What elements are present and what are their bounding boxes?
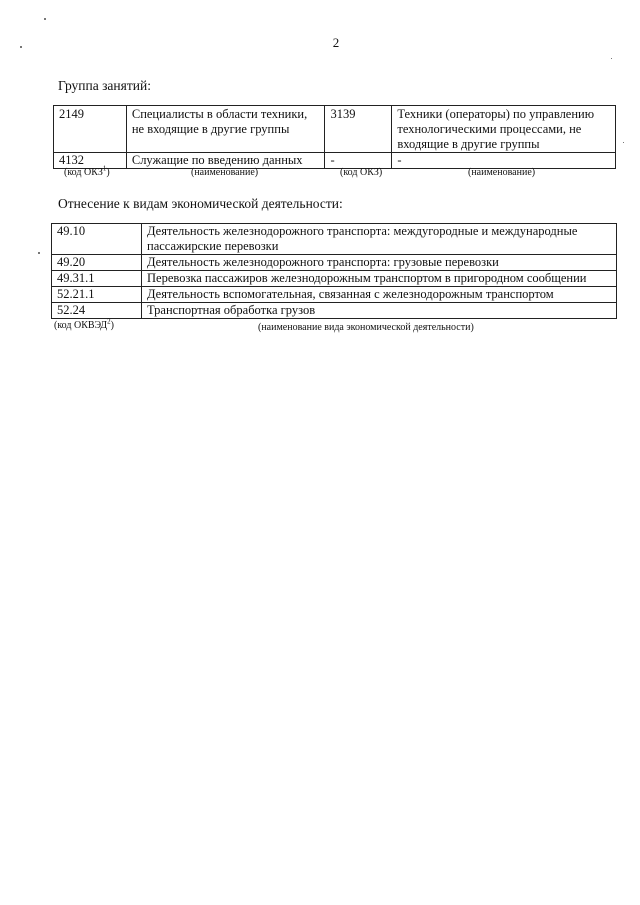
occupation-name-cell: Техники (операторы) по управлению технологическими процессами, не входящие в другие группы bbox=[392, 106, 616, 153]
okved-code-cell: 52.24 bbox=[52, 303, 142, 319]
occupation-name-cell: Специалисты в области техники, не входящие в другие группы bbox=[126, 106, 325, 153]
activity-name-cell: Деятельность железнодорожного транспорта: грузовые перевозки bbox=[142, 255, 617, 271]
scan-speck bbox=[38, 252, 40, 254]
table-row bbox=[54, 106, 616, 153]
okz-code-cell: 4132 bbox=[54, 153, 127, 169]
occupation-group-table bbox=[53, 105, 616, 169]
activity-name-caption: (наименование вида экономической деятельности) bbox=[258, 322, 474, 333]
okved-code-cell: 49.20 bbox=[52, 255, 142, 271]
table-row bbox=[52, 303, 617, 319]
name-caption: (наименование) bbox=[468, 167, 536, 178]
activity-name-cell: Транспортная обработка грузов bbox=[142, 303, 617, 319]
okz-code-caption: (код ОКЗ) bbox=[340, 167, 383, 178]
scan-speck bbox=[44, 18, 46, 20]
scan-speck bbox=[20, 46, 22, 48]
table-row bbox=[52, 271, 617, 287]
page-number: 2 bbox=[332, 35, 340, 50]
okz-code-cell: - bbox=[325, 153, 392, 169]
okved-code-cell: 52.21.1 bbox=[52, 287, 142, 303]
activity-name-cell: Деятельность железнодорожного транспорта: междугородные и международные пассажирские перевозки bbox=[142, 224, 617, 255]
okz-code-cell: 2149 bbox=[54, 106, 127, 153]
occupation-name-cell: - bbox=[392, 153, 616, 169]
economic-activity-table bbox=[51, 223, 617, 319]
okz-code-cell: 3139 bbox=[325, 106, 392, 153]
table-row bbox=[52, 287, 617, 303]
economic-activity-heading: Отнесение к видам экономической деятельности: bbox=[58, 196, 343, 211]
activity-name-cell: Деятельность вспомогательная, связанная с железнодорожным транспортом bbox=[142, 287, 617, 303]
activity-name-cell: Перевозка пассажиров железнодорожным транспортом в пригородном сообщении bbox=[142, 271, 617, 287]
scan-speck bbox=[611, 58, 612, 59]
name-caption: (наименование) bbox=[191, 167, 259, 178]
okz-code-caption: (код ОКЗ$^1$) bbox=[64, 164, 110, 178]
okved-code-cell: 49.31.1 bbox=[52, 271, 142, 287]
occupation-group-heading: Группа занятий: bbox=[58, 78, 151, 93]
table-row bbox=[52, 224, 617, 255]
table-row bbox=[52, 255, 617, 271]
scan-speck bbox=[623, 142, 624, 143]
occupation-name-cell: Служащие по введению данных bbox=[126, 153, 325, 169]
okved-code-cell: 49.10 bbox=[52, 224, 142, 255]
okved-code-caption: (код ОКВЭД$^2$) bbox=[54, 317, 114, 331]
